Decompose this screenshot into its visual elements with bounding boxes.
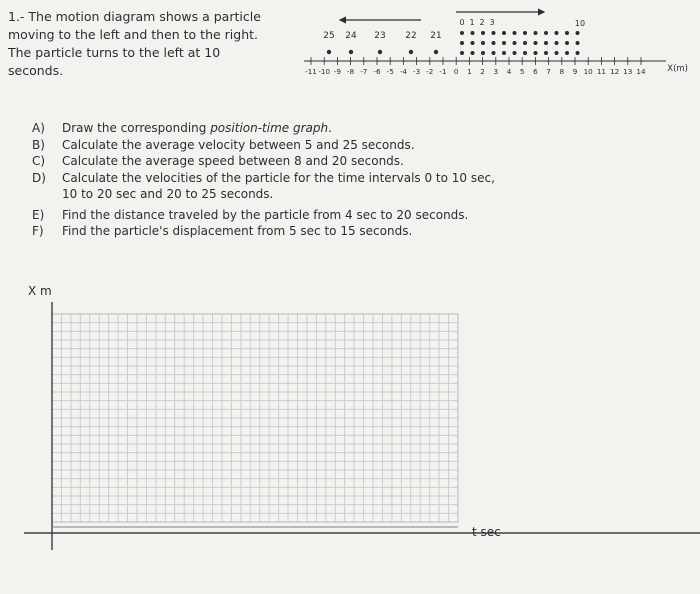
tick-label: -4: [399, 67, 407, 76]
tick-label: 0: [453, 67, 459, 76]
position-dot: [471, 31, 475, 35]
tick-label: 5: [519, 67, 525, 76]
tick-label: 3: [493, 67, 499, 76]
position-dot: [378, 50, 382, 54]
question-c: [32, 153, 672, 170]
tick-label: 4: [506, 67, 512, 76]
motion-diagram: [296, 8, 692, 80]
position-dot: [481, 51, 485, 55]
graph-x-label: t sec: [472, 525, 501, 539]
position-dot: [544, 31, 548, 35]
position-dot: [349, 50, 353, 54]
position-dot: [523, 41, 527, 45]
time-label: 10: [574, 19, 586, 28]
tick-label: 14: [636, 67, 646, 76]
tick-label: 1: [467, 67, 472, 76]
time-label: 25: [323, 31, 335, 41]
position-dot: [534, 31, 538, 35]
position-dot: [502, 51, 506, 55]
time-label: 2: [479, 18, 485, 27]
time-label: 23: [374, 31, 386, 41]
question-text: Find the distance traveled by the particle from 4 sec to 20 seconds.: [62, 207, 469, 222]
tick-label: -1: [439, 67, 447, 76]
position-dot: [555, 41, 559, 45]
question-letter: C): [32, 154, 46, 168]
position-dot: [434, 50, 438, 54]
intro-line: seconds.: [8, 63, 64, 78]
intro-line: moving to the left and then to the right.: [8, 27, 259, 42]
axis-label: X(m): [667, 64, 688, 74]
tick-label: 11: [596, 67, 606, 76]
tick-label: -6: [373, 67, 381, 76]
position-dot: [513, 41, 517, 45]
position-dot: [565, 31, 569, 35]
position-dot: [565, 51, 569, 55]
tick-label: 10: [583, 67, 593, 76]
tick-label: 12: [610, 67, 620, 76]
tick-label: -11: [305, 67, 317, 76]
tick-label: 6: [533, 67, 538, 76]
tick-label: -3: [413, 67, 421, 76]
tick-label: -5: [386, 67, 394, 76]
tick-label: -10: [318, 67, 331, 76]
position-dot: [502, 41, 506, 45]
problem-statement: [8, 8, 278, 80]
position-dot: [555, 31, 559, 35]
position-dot: [492, 31, 496, 35]
position-dot: [513, 31, 517, 35]
question-text-line2: 10 to 20 sec and 20 to 25 seconds.: [62, 187, 274, 201]
grid-lines: [52, 314, 458, 522]
position-dot: [513, 51, 517, 55]
tick-label: 2: [480, 67, 485, 76]
question-letter: E): [32, 207, 45, 222]
tick-label: -9: [333, 67, 341, 76]
position-dot: [576, 41, 580, 45]
question-letter: B): [32, 137, 45, 152]
position-dot: [471, 41, 475, 45]
question-text: Draw the corresponding: [62, 121, 211, 135]
position-dot: [492, 51, 496, 55]
position-dot: [523, 51, 527, 55]
question-letter: A): [32, 121, 45, 135]
position-dot: [502, 31, 506, 35]
position-dot: [481, 41, 485, 45]
graph-y-label: X m: [28, 284, 52, 298]
position-dot: [460, 41, 464, 45]
time-label: 22: [405, 31, 417, 41]
time-label: 24: [345, 31, 357, 41]
position-dot: [576, 51, 580, 55]
time-label: 1: [469, 18, 475, 27]
position-dot: [523, 31, 527, 35]
tick-label: -2: [426, 67, 434, 76]
position-dot: [534, 51, 538, 55]
intro-line: 1.- The motion diagram shows a particle: [8, 9, 261, 24]
question-d: [32, 170, 672, 203]
tick-label: 13: [623, 67, 633, 76]
position-dot: [492, 41, 496, 45]
tick-label: 8: [559, 67, 565, 76]
question-text: Find the particle's displacement from 5 sec to 15 seconds.: [62, 224, 413, 238]
position-dot: [544, 41, 548, 45]
question-emphasis: position-time graph: [210, 121, 329, 135]
position-dot: [544, 51, 548, 55]
question-letter: F): [32, 224, 44, 238]
time-label: 0: [459, 18, 465, 27]
time-label: 3: [489, 18, 495, 27]
time-label: 21: [430, 31, 442, 41]
position-dot: [409, 50, 413, 54]
question-letter: D): [32, 170, 46, 185]
position-dot: [481, 31, 485, 35]
tick-label: 7: [546, 67, 551, 76]
position-dot: [555, 51, 559, 55]
position-dot: [534, 41, 538, 45]
question-text-tail: .: [328, 121, 332, 135]
position-dot: [565, 41, 569, 45]
tick-label: 9: [572, 67, 578, 76]
position-dot: [576, 31, 580, 35]
position-dot: [460, 31, 464, 35]
question-text: Calculate the average velocity between 5 and 25 seconds.: [62, 137, 415, 152]
question-text: Calculate the average speed between 8 and 20 seconds.: [62, 154, 404, 168]
question-text: Calculate the velocities of the particle for the time intervals 0 to 10 sec,: [62, 170, 495, 185]
tick-label: -8: [347, 67, 355, 76]
question-e: [32, 207, 672, 224]
position-dot: [460, 51, 464, 55]
question-a: [32, 120, 672, 137]
question-f: [32, 223, 672, 240]
position-dot: [327, 50, 331, 54]
question-b: [32, 137, 672, 154]
position-time-grid: [0, 290, 700, 594]
tick-label: -7: [360, 67, 368, 76]
question-list: [32, 120, 672, 240]
position-dot: [471, 51, 475, 55]
intro-line: The particle turns to the left at 10: [8, 45, 221, 60]
